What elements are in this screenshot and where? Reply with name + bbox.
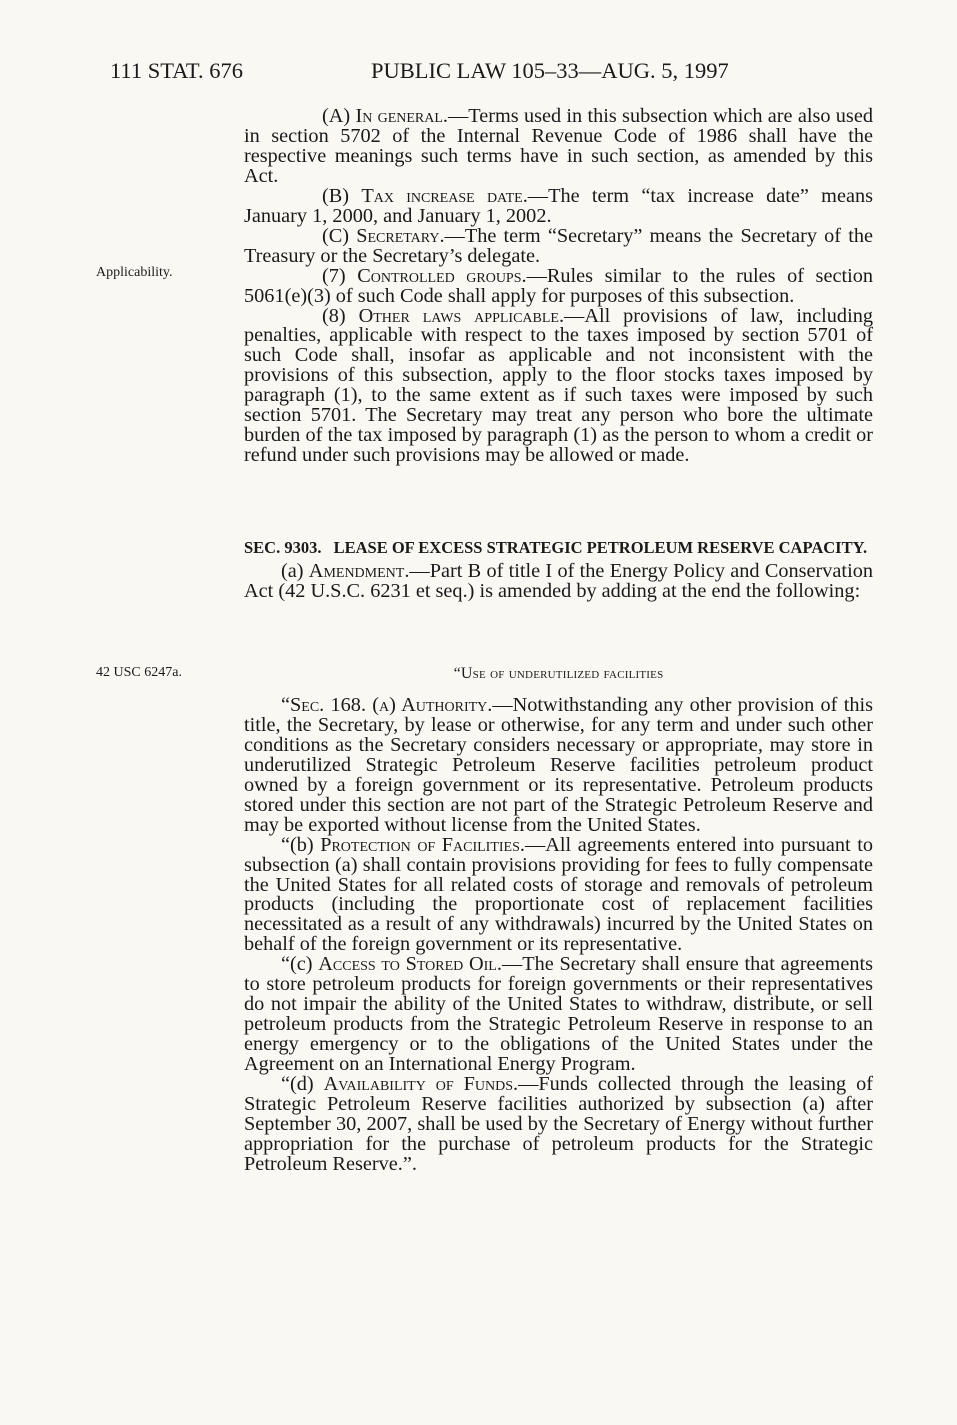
definitions-block	[244, 107, 873, 466]
definition-in-general: (A) In general.—Terms used in this subsection which are also used in section 5702 of the Internal Revenue Code of 1986 shall have the respective meanings such terms have in such section, as amended by this Act.	[244, 105, 873, 187]
paragraph-other-laws: (8) Other laws applicable.—All provisions of law, including penalties, applicable with respect to the taxes imposed by section 5701 of such Code shall, insofar as applicable and not inconsistent with the provisions of this subsection, apply to the floor stocks taxes imposed by paragraph (1), to the same extent as if such taxes were imposed by such section 5701. The Secretary may treat any person who bore the ultimate burden of the tax imposed by paragraph (1) as the person to whom a credit or refund under such provisions may be allowed or made.	[244, 304, 873, 467]
subsection-protection: “(b) Protection of Facilities.—All agreements entered into pursuant to subsection (a) shall contain provisions providing for fees to fully compensate the United States for all related costs of storage and removals of petroleum products (including the proportionate cost of replacement facilities necessitated as a result of any withdrawals) incurred by the United States on behalf of the foreign government or its representative.	[244, 833, 873, 956]
margin-note-applicability: Applicability.	[96, 265, 173, 280]
subsection-availability: “(d) Availability of Funds.—Funds collected through the leasing of Strategic Petroleum Reserve facilities authorized by subsection (a) after September 30, 2007, shall be used by the Secretary of Energy without further appropriation for the purchase of petroleum products for the Strategic Petroleum Reserve.”.	[244, 1073, 873, 1175]
amendment-paragraph: (a) Amendment.—Part B of title I of the Energy Policy and Conservation Act (42 U.S.C. 6231 et seq.) is amended by adding at the end the following:	[244, 560, 873, 602]
definition-tax-increase-date: (B) Tax increase date.—The term “tax increase date” means January 1, 2000, and January 1, 2002.	[244, 184, 873, 227]
paragraph-controlled-groups: (7) Controlled groups.—Rules similar to the rules of section 5061(e)(3) of such Code shall apply for purposes of this subsection.	[244, 264, 873, 307]
definition-secretary: (C) Secretary.—The term “Secretary” means the Secretary of the Treasury or the Secretary’s delegate.	[244, 224, 873, 267]
statute-page-number: 111 STAT. 676	[110, 58, 243, 83]
subsection-access: “(c) Access to Stored Oil.—The Secretary shall ensure that agreements to store petroleum products for foreign governments or their representatives do not impair the ability of the United States to withdraw, distribute, or sell petroleum products from the Strategic Petroleum Reserve in response to an energy emergency or to the obligations of the United States under the Agreement on an International Energy Program.	[244, 953, 873, 1076]
law-citation-date: PUBLIC LAW 105–33—AUG. 5, 1997	[371, 58, 729, 83]
facilities-heading: “Use of underutilized facilities	[453, 665, 664, 682]
inserted-section-block	[244, 664, 873, 1175]
margin-note-usc: 42 USC 6247a.	[96, 665, 182, 680]
section-9303-block	[244, 538, 873, 602]
section-heading: SEC. 9303. LEASE OF EXCESS STRATEGIC PETROLEUM RESERVE CAPACITY.	[244, 538, 868, 557]
subsection-authority: “Sec. 168. (a) Authority.—Notwithstanding any other provision of this title, the Secretary, by lease or otherwise, for any term and under such other conditions as the Secretary considers necessary or appropriate, may store in underutilized Strategic Petroleum Reserve facilities petroleum product owned by a foreign government or its representative. Petroleum products stored under this section are not part of the Strategic Petroleum Reserve and may be exported without license from the United States.	[244, 693, 873, 836]
